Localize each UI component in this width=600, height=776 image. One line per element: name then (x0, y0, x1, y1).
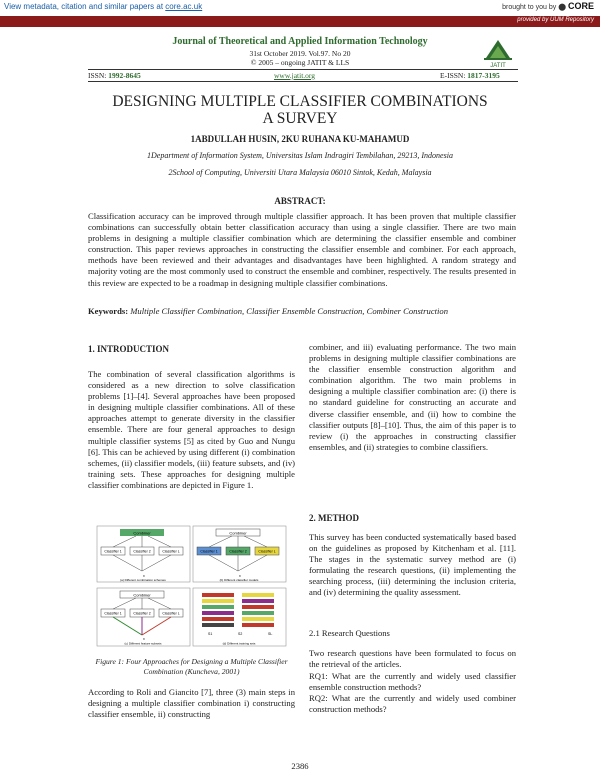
classifier-label: Classifier 2 (133, 549, 151, 554)
classifier-label: Classifier 1 (200, 549, 218, 554)
journal-title: Journal of Theoretical and Applied Information Technology (172, 36, 428, 47)
abstract-text: Classification accuracy can be improved through multiple classifier approach. It has been proven that multiple classifier combinations can successfully obtain better classification accuracy than using a single classifier. There are two main problems in designing a multiple classifier combination which are determining the classifier ensemble and combiner construction. This paper reviews approaches in constructing the classifier ensemble and combiner. For each approach, methods have been reviewed and their advantages and disadvantages have been highlighted. A random strategy and majority voting are the most commonly used to construct the ensemble and combiner, respectively. The results presented in this review are expected to be a roadmap in designing multiple classifier combinations. (88, 211, 516, 288)
x-label: x (239, 574, 241, 578)
classifier-label: Classifier 2 (133, 611, 151, 616)
combiner-label-c: Combiner (133, 592, 151, 598)
x-label: x (143, 574, 145, 578)
affiliation-2: 2School of Computing, Universiti Utara Malaysia 06010 Sintok, Kedah, Malaysia (168, 168, 432, 177)
rq1-text: RQ1: What are the currently and widely used classifier ensemble construction methods? (309, 671, 516, 693)
core-metadata-link[interactable]: View metadata, citation and similar papers at core.ac.uk (4, 2, 203, 11)
method-text: This survey has been conducted systematically based based on the guidelines as proposed by Kitchenham et al. [11]. The stages in the systematic survey method are (i) formulating the research questions, (ii) implementing the searching process, (iii) determining the inclusion criteria, and (iv) determining the quality assessment. (309, 532, 516, 598)
training-set-bar (242, 593, 274, 597)
post-figure-text: According to Roli and Giancito [7], three (3) main steps in designing a multiple classifier combination i) constructing classifier ensemble, ii) constructing (88, 687, 295, 720)
journal-copyright: © 2005 – ongoing JATIT & LLS (250, 58, 350, 67)
page-number: 2386 (291, 761, 309, 771)
training-set-bar (202, 611, 234, 615)
right-cont-text: combiner, and iii) evaluating performance. The two main problems in designing multiple classifier combinations are the classifier ensemble construction algorithm and combination algorithm. The two main problems in designing a multiple classifier combination are: (i) there is no standard guideline for constructing an accurate and diverse classifier ensemble, and (ii) how to combine the classifier outputs [8]–[10]. Thus, the aim of this paper is to review (i) the approaches in constructing classifier ensembles, and (ii) strategies to combine classifiers. (309, 342, 516, 452)
training-set-bar (242, 611, 274, 615)
x-label: x (143, 637, 145, 641)
sl-label: SL (268, 632, 273, 636)
header-rule-top (88, 69, 518, 70)
jatit-logo-icon (480, 34, 516, 70)
training-set-bar (202, 599, 234, 603)
subsection-heading: 2.1 Research Questions (309, 628, 390, 638)
caption-c: (c) Different feature subsets (124, 641, 162, 646)
journal-website-link[interactable]: www.jatit.org (274, 71, 316, 80)
figure-1 (96, 525, 287, 649)
figure-1-caption: Figure 1: Four Approaches for Designing a Multiple Classifier Combination (Kuncheva, 2001) (95, 657, 288, 676)
s2-label: S2 (238, 632, 243, 636)
arrows-up (209, 536, 267, 547)
arrows-down (113, 555, 171, 571)
combiner-label-a: Combiner (133, 530, 151, 536)
training-set-bar (202, 593, 234, 597)
intro-heading: 1. INTRODUCTION (88, 344, 170, 354)
provided-by-text[interactable]: provided by UUM Repository (517, 17, 594, 23)
core-ac-uk-link[interactable]: core.ac.uk (165, 2, 203, 11)
s1-label: S1 (208, 632, 213, 636)
feature-arrow-red (142, 617, 171, 635)
rq2-text: RQ2: What are the currently and widely used combiner construction methods? (309, 693, 516, 715)
authors: 1ABDULLAH HUSIN, 2KU RUHANA KU-MAHAMUD (190, 134, 410, 144)
training-set-bar (202, 623, 234, 627)
arrows-up (113, 536, 171, 547)
intro-text: The combination of several classification algorithms is considered as a new direction to solve classification problems [1]–[4]. Several approaches have been proposed in designing multiple classifier combinations. All of these approaches attempt to generate diversity in the classifier ensemble. There are four general approaches to design multiple classifier systems [5] as cited by Guo and Nungu [6]. This can be achieved by using different (i) combination schemes, (ii) classifier models, (iii) feature subsets, and (iv) training sets. These approaches for designing multiple classifier combinations are depicted in Figure 1. (88, 369, 295, 490)
classifier-label: Classifier L (258, 549, 276, 554)
subsection-text: Two research questions have been formulated to focus on the retrieval of the articles. (309, 648, 516, 670)
caption-b: (b) Different classifier models (219, 578, 259, 582)
core-logo-icon: ⬤ (558, 4, 567, 11)
classifier-label: Classifier 2 (229, 549, 247, 554)
training-set-bar (242, 623, 274, 627)
classifier-label: Classifier L (162, 549, 180, 554)
issn: ISSN: 1992-8645 (88, 71, 141, 80)
training-set-bar (242, 617, 274, 621)
training-set-bar (242, 605, 274, 609)
feature-arrow-green (113, 617, 142, 635)
logo-text: JATIT (490, 63, 506, 69)
caption-d: (d) Different training sets (222, 641, 256, 646)
provided-by-bar (0, 16, 600, 27)
training-set-bar (202, 605, 234, 609)
training-set-bar (242, 599, 274, 603)
training-set-bar (202, 617, 234, 621)
combiner-label-b: Combiner (229, 530, 247, 536)
classifier-label: Classifier 1 (104, 611, 122, 616)
header-rule-bottom (88, 81, 518, 82)
journal-issue: 31st October 2019. Vol.97. No 20 (249, 49, 351, 58)
affiliation-1: 1Department of Information System, Universitas Islam Indragiri Tembilahan, 29213, Indonesia (147, 151, 453, 160)
arrows-up (113, 598, 171, 609)
core-badge[interactable]: brought to you by ⬤ CORE (502, 1, 594, 11)
caption-a: (a) Different combination schemes (120, 578, 166, 582)
keywords: Keywords: Multiple Classifier Combination, Classifier Ensemble Construction, Combiner Construction (88, 306, 449, 316)
eissn: E-ISSN: 1817-3195 (440, 71, 500, 80)
arrows-down (209, 555, 267, 571)
method-heading: 2. METHOD (309, 513, 360, 523)
paper-title: DESIGNING MULTIPLE CLASSIFIER COMBINATIONS A SURVEY (112, 93, 488, 127)
classifier-label: Classifier 1 (104, 549, 122, 554)
classifier-label: Classifier L (162, 611, 180, 616)
abstract-heading: ABSTRACT: (274, 196, 326, 206)
